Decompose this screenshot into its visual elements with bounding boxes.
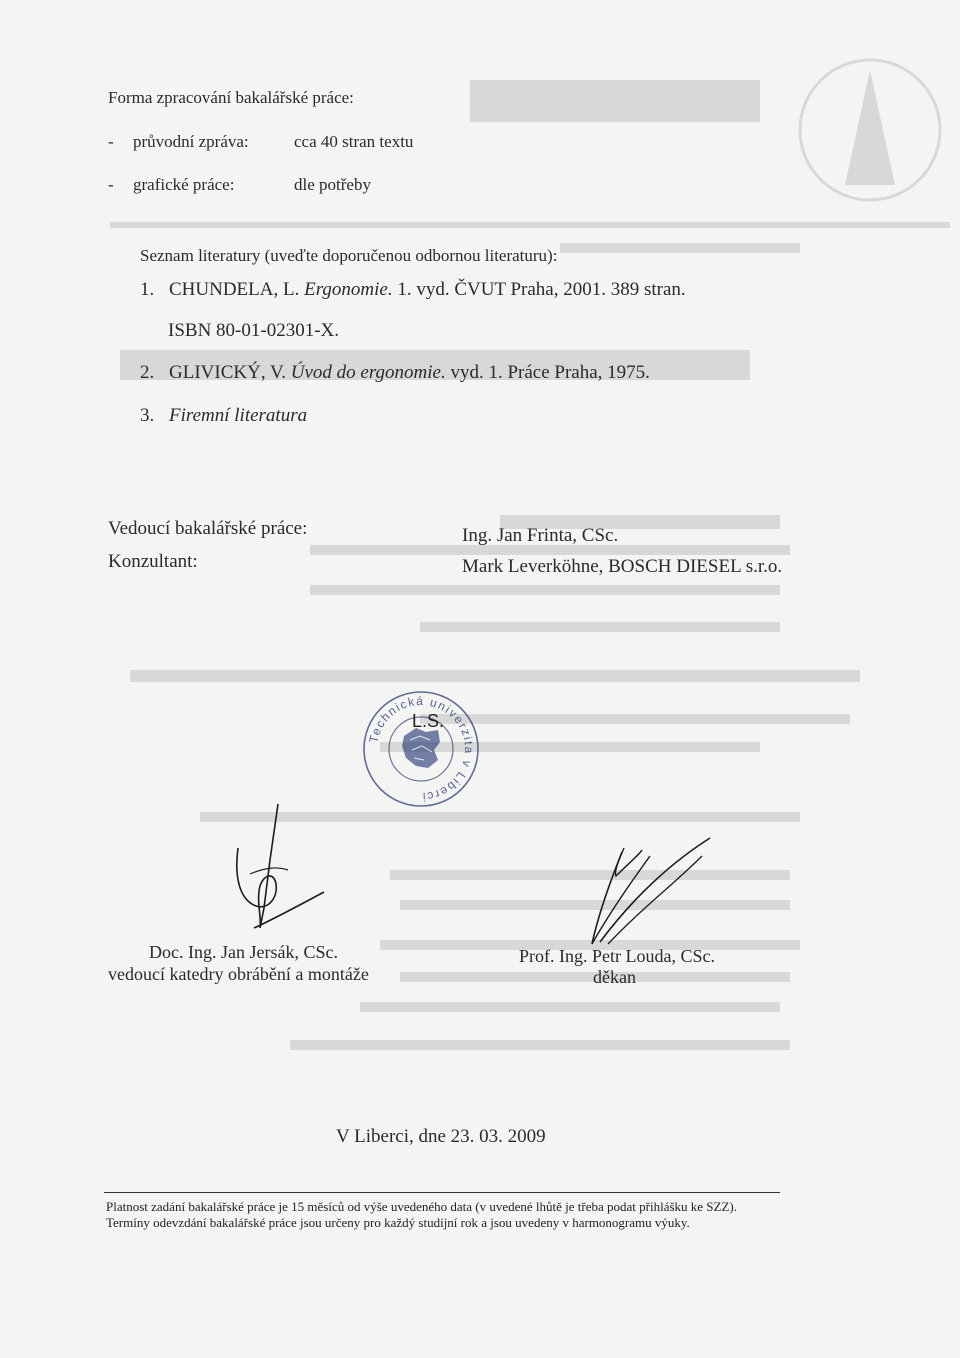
consultant-name: Mark Leverköhne, BOSCH DIESEL s.r.o. — [462, 556, 783, 577]
signatory-right-role: děkan — [593, 967, 636, 987]
signatory-left-name: Doc. Ing. Jan Jersák, CSc. — [149, 942, 338, 962]
literature-item-rest: vyd. 1. Práce Praha, 1975. — [450, 362, 650, 383]
literature-item-num: 1. — [140, 279, 155, 300]
place-and-date: V Liberci, dne 23. 03. 2009 — [336, 1126, 546, 1147]
literature-item-rest: 1. vyd. ČVUT Praha, 2001. 389 stran. — [397, 279, 686, 300]
signature-right — [570, 832, 720, 962]
form-item-value: dle potřeby — [294, 175, 371, 194]
form-heading: Forma zpracování bakalářské práce: — [108, 88, 354, 107]
form-item-label: grafické práce: — [133, 175, 235, 194]
literature-item — [140, 279, 686, 301]
stamp-ls-label: L.S. — [412, 711, 445, 731]
literature-item-title: Úvod do ergonomie. — [290, 362, 446, 383]
form-item-label: průvodní zpráva: — [133, 132, 249, 151]
signature-left — [220, 800, 330, 940]
stamp-text: Technická univerzita v Liberci — [366, 693, 477, 805]
literature-item — [140, 405, 307, 427]
consultant-label: Konzultant: — [108, 551, 198, 572]
literature-item-isbn: ISBN 80-01-02301-X. — [168, 320, 339, 341]
literature-item-title: Ergonomie. — [304, 279, 393, 300]
form-item-dash: - — [108, 175, 114, 194]
literature-item-author: CHUNDELA, L. — [169, 279, 300, 300]
form-item-value: cca 40 stran textu — [294, 132, 414, 151]
signatory-left-role: vedoucí katedry obrábění a montáže — [108, 964, 369, 984]
footnote-divider — [104, 1192, 780, 1193]
supervisor-name: Ing. Jan Frinta, CSc. — [462, 525, 619, 546]
signatory-right-name: Prof. Ing. Petr Louda, CSc. — [519, 946, 715, 966]
literature-item-title: Firemní literatura — [169, 405, 308, 426]
form-item-dash: - — [108, 132, 114, 151]
supervisor-label: Vedoucí bakalářské práce: — [108, 518, 308, 539]
footnote: Platnost zadání bakalářské práce je 15 měsíců od výše uvedeného data (v uvedené lhůtě je třeba podat přihlášku ke SZZ). Termíny odevzdání bakalářské práce jsou určeny pro každý studijní rok a jsou uvedeny v harmonogramu výuky. — [106, 1199, 738, 1230]
literature-item-author: GLIVICKÝ, V. — [169, 362, 286, 383]
literature-heading: Seznam literatury (uveďte doporučenou odbornou literaturu): — [140, 246, 558, 265]
literature-item-num: 2. — [140, 362, 155, 383]
university-stamp — [360, 688, 482, 810]
literature-item-num: 3. — [140, 405, 155, 426]
literature-item — [140, 362, 650, 384]
